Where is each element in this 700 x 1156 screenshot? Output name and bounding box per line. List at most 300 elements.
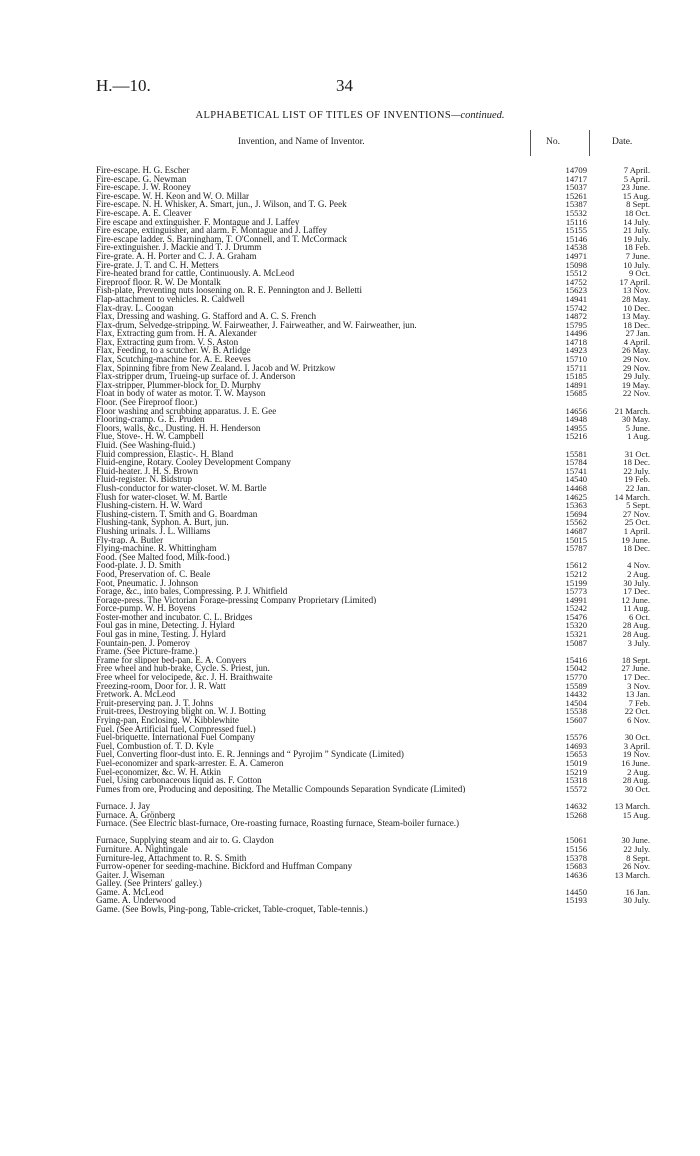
entry-number: 15155 — [565, 225, 587, 236]
entry-number: 15320 — [565, 620, 587, 631]
entry-number: 15787 — [565, 543, 587, 554]
list-item — [0, 321, 700, 330]
list-item — [0, 621, 700, 630]
entry-date: 13 Jan. — [625, 689, 650, 700]
entry-date: 17 Dec. — [623, 672, 650, 683]
list-item — [0, 785, 700, 802]
entry-title: Food-plate. J. D. Smith — [96, 561, 181, 570]
list-item — [0, 536, 700, 545]
list-item — [0, 699, 700, 708]
entry-date: 12 June. — [621, 594, 650, 605]
list-item — [0, 346, 700, 355]
entry-number: 15378 — [565, 852, 587, 863]
entry-number: 15185 — [565, 371, 587, 382]
list-item — [0, 725, 700, 734]
entry-date: 18 Dec. — [623, 457, 650, 468]
entry-date: 19 Feb. — [624, 474, 650, 485]
entry-date: 18 Dec. — [623, 543, 650, 554]
entry-date: 16 June. — [621, 757, 650, 768]
entry-title: Flax-stripper drum, Trueing-up surface of. J. Anderson — [96, 372, 296, 381]
list-item — [0, 604, 700, 613]
title-text: ALPHABETICAL LIST OF TITLES OF INVENTIONS — [195, 110, 452, 121]
entry-title: Furnace. (See Electric blast-furnace, Ore-roasting furnace, Roasting furnace, Steam-boiler furnace.) — [96, 819, 460, 828]
entry-title: Food, Preservation of. C. Beale — [96, 569, 211, 579]
entry-title: Forage, &c., into bales, Compressing. P. J. Whitfield — [96, 587, 288, 596]
column-divider — [530, 130, 531, 156]
list-item — [0, 183, 700, 192]
entry-title: Flax-dray. L. Coogan — [96, 303, 174, 313]
entry-number: 15589 — [565, 680, 587, 691]
entry-date: 18 Feb. — [624, 242, 650, 253]
entry-date: 8 Sept. — [626, 852, 650, 863]
entry-title: Fireproof floor. R. W. De Montalk — [96, 277, 221, 287]
entry-title: Floors, walls, &c., Dusting. H. H. Henderson — [96, 423, 261, 433]
entry-number: 15242 — [565, 603, 587, 614]
entry-date: 25 Oct. — [624, 517, 650, 528]
entry-title: Flooring-cramp. G. E. Pruden — [96, 415, 205, 424]
list-item — [0, 493, 700, 502]
entry-title: Flax, Scutching-machine for. A. E. Reeves — [96, 355, 251, 364]
entry-date: 2 Aug. — [627, 568, 650, 579]
entry-date: 13 May. — [621, 311, 650, 322]
column-header-number: No. — [546, 137, 560, 147]
entry-title: Furniture-leg, Attachment to. R. S. Smith — [96, 853, 247, 863]
entry-date: 19 June. — [621, 534, 650, 545]
entry-title: Game. (See Bowls, Ping-pong, Table-cricket, Table-croquet, Table-tennis.) — [96, 905, 368, 914]
entry-number: 15532 — [565, 207, 587, 218]
entry-number: 15268 — [565, 809, 587, 820]
entry-date: 30 May. — [621, 414, 650, 425]
entry-date: 1 Aug. — [627, 431, 650, 442]
list-item — [0, 639, 700, 648]
entry-date: 29 Nov. — [622, 354, 650, 365]
entry-title: Flush for water-closet. W. M. Bartle — [96, 492, 228, 502]
entry-title: Frying-pan, Enclosing. W. Kibblewhite — [96, 716, 239, 725]
entry-title: Floor washing and scrubbing apparatus. J. E. Gee — [96, 406, 277, 416]
entry-date: 1 April. — [623, 525, 650, 536]
entry-number: 15773 — [565, 586, 587, 597]
list-item — [0, 432, 700, 441]
entry-title: Fuel, Converting floor-dust into. E. R. Jennings and “ Pyrojim ” Syndicate (Limited) — [96, 750, 404, 759]
entry-title: Foster-mother and incubator. C. L. Bridges — [96, 612, 253, 622]
entry-date: 5 Sept. — [626, 500, 650, 511]
entry-title: Flax-drum, Selvedge-stripping. W. Fairweather, J. Fairweather, and W. Fairweather, jun. — [96, 320, 417, 330]
entry-number: 15019 — [565, 757, 587, 768]
entry-date: 3 July. — [627, 637, 650, 648]
list-item — [0, 768, 700, 777]
entry-date: 28 May. — [621, 293, 650, 304]
entry-date: 9 Oct. — [628, 268, 650, 279]
entry-date: 19 May. — [621, 379, 650, 390]
list-item — [0, 561, 700, 570]
entry-number: 15572 — [565, 783, 587, 794]
list-item — [0, 836, 700, 845]
entry-number: 15321 — [565, 629, 587, 640]
entry-date: 5 June. — [625, 422, 650, 433]
entry-title: Fire-escape ladder. S. Barningham, T. O'Connell, and T. McCormack — [96, 234, 347, 244]
list-item — [0, 407, 700, 416]
entry-date: 15 Aug. — [622, 190, 650, 201]
entry-title: Fluid compression, Elastic-. H. Bland — [96, 449, 234, 459]
entry-number: 15116 — [565, 216, 587, 227]
entry-number: 14948 — [565, 414, 587, 425]
list-item — [0, 707, 700, 716]
entry-title: Game. A. McLeod — [96, 887, 164, 897]
list-item — [0, 467, 700, 476]
entry-number: 14636 — [565, 869, 587, 880]
entry-date: 17 Dec. — [623, 586, 650, 597]
list-item — [0, 226, 700, 235]
list-item — [0, 312, 700, 321]
list-item — [0, 200, 700, 209]
entry-number: 15741 — [565, 465, 587, 476]
entry-title: Fire escape, extinguisher, and alarm. F. Montague and J. Laffey — [96, 226, 328, 235]
entry-number: 14540 — [565, 474, 587, 485]
entry-date: 22 July. — [623, 843, 650, 854]
entry-title: Fire-grate. J. T. and C. H. Metters — [96, 260, 219, 270]
entry-date: 6 Nov. — [627, 715, 650, 725]
column-header-invention: Invention, and Name of Inventor. — [238, 137, 365, 147]
entry-title: Floor. (See Fireproof floor.) — [96, 398, 198, 407]
entry-date: 17 April. — [619, 276, 650, 287]
entry-number: 14496 — [565, 328, 587, 339]
entry-date: 7 April. — [623, 165, 650, 175]
entry-number: 14450 — [565, 886, 587, 897]
list-item — [0, 587, 700, 596]
entry-title: Flushing-cistern. T. Smith and G. Boardman — [96, 509, 258, 519]
list-item — [0, 415, 700, 424]
list-item — [0, 518, 700, 527]
entry-title: Flue, Stove-. H. W. Campbell — [96, 432, 204, 441]
list-item — [0, 338, 700, 347]
entry-number: 15710 — [565, 354, 587, 365]
entry-date: 27 June. — [621, 663, 650, 674]
entry-number: 14971 — [565, 250, 587, 261]
list-item — [0, 286, 700, 295]
entry-date: 10 Dec. — [623, 302, 650, 313]
entry-date: 22 Nov. — [622, 388, 650, 399]
entry-number: 14504 — [565, 697, 587, 708]
entry-date: 22 Jan. — [625, 482, 650, 493]
entry-date: 21 July. — [623, 225, 650, 236]
entry-number: 14718 — [565, 336, 587, 347]
entry-title: Fuel-economizer and spark-arrester. E. A. Cameron — [96, 758, 284, 768]
entry-number: 14656 — [565, 405, 587, 416]
entry-date: 5 April. — [623, 173, 650, 184]
list-item — [0, 553, 700, 562]
entry-date: 21 March. — [614, 405, 650, 416]
entry-number: 15476 — [565, 611, 587, 622]
entry-title: Flax, Extracting gum from. H. A. Alexander — [96, 329, 257, 338]
list-item — [0, 501, 700, 510]
list-item — [0, 656, 700, 665]
entry-title: Foot, Pneumatic. J. Johnson — [96, 578, 199, 588]
entry-date: 2 Aug. — [627, 766, 650, 777]
entry-date: 7 June. — [625, 250, 650, 261]
entry-number: 15538 — [565, 706, 587, 717]
entry-title: Flax-stripper, Plummer-block for. D. Murphy — [96, 380, 261, 390]
entry-number: 14991 — [565, 594, 587, 605]
list-item — [0, 295, 700, 304]
entry-title: Foul gas in mine, Testing. J. Hylard — [96, 630, 226, 639]
entry-number: 15212 — [565, 568, 587, 579]
entry-title: Furniture. A. Nightingale — [96, 844, 188, 854]
list-item — [0, 372, 700, 381]
list-item — [0, 398, 700, 407]
list-item — [0, 424, 700, 433]
column-header-date: Date. — [612, 137, 633, 147]
entry-title: Fuel, Using carbonaceous liquid as. F. Cotton — [96, 776, 262, 785]
list-item — [0, 484, 700, 493]
entry-number: 15061 — [565, 835, 587, 846]
entry-title: Frame for slipper bed-pan. E. A. Conyers — [96, 655, 247, 665]
entry-title: Free wheel for velocipede, &c. J. H. Braithwaite — [96, 673, 273, 682]
entry-number: 15683 — [565, 861, 587, 872]
list-item — [0, 389, 700, 398]
section-code: H.—10. — [96, 76, 151, 95]
list-item — [0, 441, 700, 450]
entry-date: 13 Nov. — [622, 285, 650, 296]
list-item — [0, 871, 700, 880]
entry-number: 14955 — [565, 422, 587, 433]
entry-title: Fretwork. A. McLeod — [96, 690, 176, 699]
entry-date: 28 Aug. — [622, 775, 650, 786]
entry-title: Game. A. Underwood — [96, 896, 176, 906]
list-item — [0, 819, 700, 836]
entry-title: Fluid-heater. J. H. S. Brown — [96, 466, 199, 476]
entry-title: Fire-escape. N. H. Whisker, A. Smart, jun., J. Wilson, and T. G. Peek — [96, 200, 347, 209]
entry-title: Fumes from ore, Producing and depositing. The Metallic Compounds Separation Syndicate (Limited) — [96, 784, 466, 794]
list-item — [0, 733, 700, 742]
entry-date: 4 Nov. — [627, 560, 650, 571]
entry-number: 15216 — [565, 431, 587, 442]
entry-date: 26 Nov. — [622, 861, 650, 872]
entry-number: 15416 — [565, 654, 587, 665]
entry-number: 15219 — [565, 766, 587, 777]
entry-title: Fire-escape. A. E. Cleaver — [96, 208, 192, 218]
list-item — [0, 252, 700, 261]
entry-title: Flushing-tank, Syphon. A. Burt, jun. — [96, 518, 229, 527]
entry-title: Furnace, Supplying steam and air to. G. Claydon — [96, 836, 274, 845]
list-item — [0, 278, 700, 287]
entry-number: 14923 — [565, 345, 587, 356]
list-item — [0, 690, 700, 699]
entry-date: 19 Nov. — [622, 749, 650, 760]
list-item — [0, 862, 700, 871]
entry-title: Fuel, Combustion of. T. D. Kyle — [96, 741, 214, 751]
entry-date: 22 July. — [623, 465, 650, 476]
page-number: 34 — [336, 76, 353, 95]
list-item — [0, 450, 700, 459]
entry-title: Fluid. (See Washing-fluid.) — [96, 441, 196, 450]
entry-title: Flying-machine. R. Whittingham — [96, 544, 217, 553]
entry-number: 15156 — [565, 843, 587, 854]
entry-number: 15037 — [565, 182, 587, 193]
entry-date: 14 July. — [623, 216, 650, 227]
entry-date: 31 Oct. — [624, 448, 650, 459]
list-item — [0, 647, 700, 656]
entry-title: Fruit-trees, Destroying blight on. W. J. Botting — [96, 707, 266, 716]
list-item — [0, 192, 700, 201]
entry-title: Fire escape and extinguisher. F. Montague and J. Laffey — [96, 217, 300, 227]
list-item — [0, 742, 700, 751]
entries-list — [0, 166, 700, 914]
entry-number: 14432 — [565, 689, 587, 700]
list-item — [0, 261, 700, 270]
list-item — [0, 854, 700, 863]
entry-date: 30 Oct. — [624, 783, 650, 794]
entry-number: 15795 — [565, 319, 587, 330]
entry-date: 15 Aug. — [622, 809, 650, 820]
entry-number: 14693 — [565, 740, 587, 751]
list-item — [0, 355, 700, 364]
entry-title: Float in body of water as motor. T. W. Mayson — [96, 389, 266, 399]
entry-date: 29 July. — [623, 371, 650, 382]
entry-date: 4 April. — [623, 336, 650, 347]
list-item — [0, 544, 700, 553]
entry-title: Furnace. J. Jay — [96, 801, 151, 811]
entry-number: 15576 — [565, 732, 587, 743]
list-item — [0, 235, 700, 244]
entry-date: 6 Oct. — [628, 611, 650, 622]
entry-number: 15387 — [565, 199, 587, 210]
entry-number: 15193 — [565, 895, 587, 906]
title-suffix: —continued. — [451, 110, 505, 121]
entry-number: 14717 — [565, 173, 587, 184]
entry-title: Flax, Feeding, to a scutcher. W. B. Arlidge — [96, 346, 251, 356]
list-item — [0, 243, 700, 252]
entry-title: Fluid-engine, Rotary. Cooley Development Company — [96, 458, 291, 467]
list-item — [0, 381, 700, 390]
list-item — [0, 802, 700, 811]
entry-title: Flush-conductor for water-closet. W. M. Bartle — [96, 483, 267, 493]
entry-number: 15685 — [565, 388, 587, 399]
list-item — [0, 845, 700, 854]
entry-number: 15612 — [565, 560, 587, 571]
entry-number: 15146 — [565, 233, 587, 244]
entry-number: 15562 — [565, 517, 587, 528]
list-item — [0, 879, 700, 888]
list-item — [0, 510, 700, 519]
list-item — [0, 579, 700, 588]
list-item — [0, 269, 700, 278]
list-item — [0, 209, 700, 218]
entry-date: 30 June. — [621, 835, 650, 846]
list-item — [0, 630, 700, 639]
entry-date: 27 Nov. — [622, 508, 650, 519]
entry-date: 23 June. — [621, 182, 650, 193]
entry-title: Force-pump. W. H. Boyens — [96, 604, 196, 613]
entry-date: 22 Oct. — [624, 706, 650, 717]
entry-date: 13 March. — [614, 869, 650, 880]
entry-title: Fruit-preserving pan. J. T. Johns — [96, 698, 214, 708]
entry-title: Flax, Dressing and washing. G. Stafford and A. C. S. French — [96, 312, 317, 321]
entry-title: Fire-grate. A. H. Porter and C. J. A. Graham — [96, 251, 257, 261]
list-item — [0, 218, 700, 227]
entry-number: 15363 — [565, 500, 587, 511]
entry-title: Gaiter. J. Wiseman — [96, 870, 165, 880]
list-item — [0, 673, 700, 682]
entry-title: Fountain-pen. J. Pomeroy — [96, 638, 190, 648]
list-item — [0, 304, 700, 313]
entry-number: 14709 — [565, 165, 587, 175]
entry-date: 19 July. — [623, 233, 650, 244]
list-item — [0, 896, 700, 905]
entry-number: 15653 — [565, 749, 587, 760]
entry-title: Fuel-briquette. International Fuel Company — [96, 733, 255, 742]
entry-number: 15784 — [565, 457, 587, 468]
entry-number: 14941 — [565, 293, 587, 304]
list-item — [0, 458, 700, 467]
entry-title: Free wheel and hub-brake, Cycle. S. Priest, jun. — [96, 664, 270, 674]
entry-number: 15087 — [565, 637, 587, 648]
list-item — [0, 682, 700, 691]
entry-date: 16 Jan. — [625, 886, 650, 897]
page-title — [0, 110, 700, 121]
entry-title: Flax, Extracting gum from. V. S. Aston — [96, 337, 239, 347]
entry-date: 18 Dec. — [623, 319, 650, 330]
entry-date: 13 March. — [614, 800, 650, 811]
entry-title: Flap-attachment to vehicles. R. Caldwell — [96, 294, 245, 304]
entry-date: 18 Sept. — [621, 654, 650, 665]
list-item — [0, 776, 700, 785]
entry-title: Fuel-economizer, &c. W. H. Atkin — [96, 767, 221, 777]
list-item — [0, 664, 700, 673]
entry-date: 3 Nov. — [627, 680, 650, 691]
column-divider — [589, 130, 590, 156]
list-item — [0, 750, 700, 759]
entry-date: 28 Aug. — [622, 620, 650, 631]
entry-title: Forage-press. The Victorian Forage-pressing Company Proprietary (Limited) — [96, 595, 377, 605]
entry-title: Flushing-cistern. H. W. Ward — [96, 501, 203, 510]
entry-date: 11 Aug. — [623, 603, 650, 614]
entry-number: 15015 — [565, 534, 587, 545]
list-item — [0, 888, 700, 897]
entry-number: 14538 — [565, 242, 587, 253]
entry-number: 15711 — [565, 362, 587, 373]
entry-date: 7 Feb. — [628, 697, 650, 708]
entry-title: Furnace. A. Grönberg — [96, 810, 176, 820]
entry-number: 15742 — [565, 302, 587, 313]
list-item — [0, 716, 700, 725]
entry-number: 15623 — [565, 285, 587, 296]
entry-number: 15199 — [565, 577, 587, 588]
list-item — [0, 811, 700, 820]
entry-date: 29 Nov. — [622, 362, 650, 373]
entry-date: 28 Aug. — [622, 629, 650, 640]
entry-number: 14468 — [565, 482, 587, 493]
entry-title: Fire-escape. G. Newman — [96, 174, 187, 184]
entry-title: Furrow-opener for seeding-machine. Bickford and Huffman Company — [96, 862, 353, 871]
entry-number: 14872 — [565, 311, 587, 322]
list-item — [0, 364, 700, 373]
entry-title: Fire-heated brand for cattle, Continuously. A. McLeod — [96, 269, 295, 278]
entry-title: Fire-escape. W. H. Keon and W. O. Millar — [96, 191, 250, 201]
entry-date: 30 Oct. — [624, 732, 650, 743]
list-item — [0, 329, 700, 338]
entry-title: Galley. (See Printers' galley.) — [96, 879, 202, 888]
entry-title: Fly-trap. A. Butler — [96, 535, 164, 545]
list-item — [0, 759, 700, 768]
entry-title: Freezing-room, Door for. J. R. Watt — [96, 681, 226, 691]
entry-number: 15042 — [565, 663, 587, 674]
entry-title: Flax, Spinning fibre from New Zealand. I. Jacob and W. Pritzkow — [96, 363, 336, 373]
entry-number: 15512 — [565, 268, 587, 279]
entry-number: 15694 — [565, 508, 587, 519]
entry-title: Fire-escape. J. W. Rooney — [96, 183, 191, 192]
list-item — [0, 527, 700, 536]
entry-title: Fish-plate, Preventing nuts loosening on. R. E. Pennington and J. Belletti — [96, 286, 362, 295]
